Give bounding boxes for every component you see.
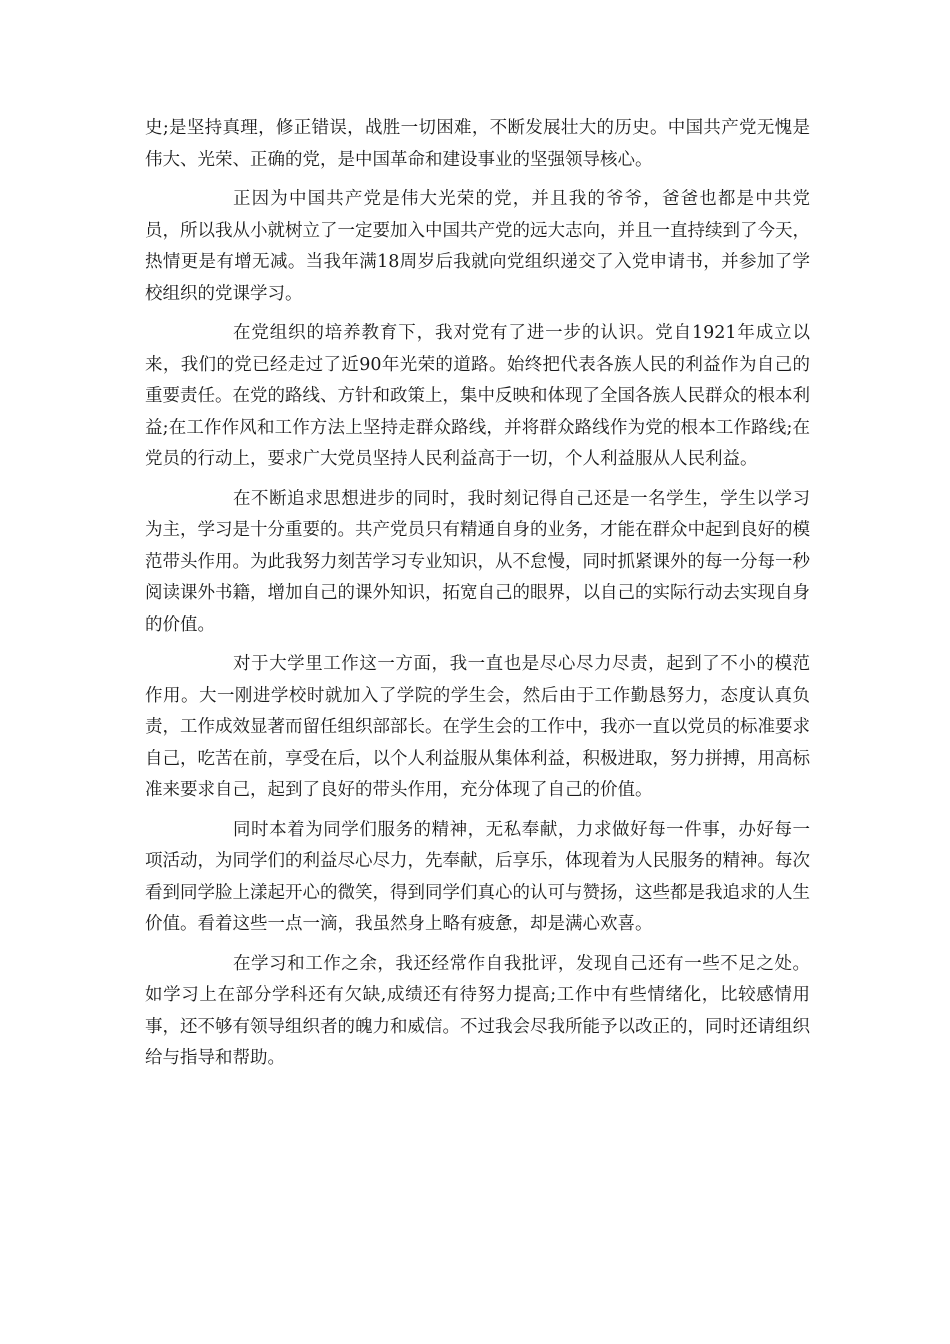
paragraph-family-background: 正因为中国共产党是伟大光荣的党，并且我的爷爷，爸爸也都是中共党员，所以我从小就树立了一定要加入中国共产党的远大志向，并且一直持续到了今天，热情更是有增无减。当我年满18周岁后我就向党组织递交了入党申请书，并参加了学校组织的党课学习。: [145, 189, 810, 304]
paragraph-service: 同时本着为同学们服务的精神，无私奉献，力求做好每一件事，办好每一项活动，为同学们的利益尽心尽力，先奉献，后享乐，体现着为人民服务的精神。每次看到同学脸上漾起开心的微笑，得到同学们真心的认可与赞扬，这些都是我追求的人生价值。看着这些一点一滴，我虽然身上略有疲惫，却是满心欢喜。: [145, 819, 810, 934]
paragraph-study: 在不断追求思想进步的同时，我时刻记得自己还是一名学生，学生以学习为主，学习是十分重要的。共产党员只有精通自身的业务，才能在群众中起到良好的模范带头作用。为此我努力刻苦学习专业知识，从不怠慢，同时抓紧课外的每一分每一秒阅读课外书籍，增加自己的课外知识，拓宽自己的眼界，以自己的实际行动去实现自身的价值。: [145, 488, 810, 635]
paragraph-student-union-work: 对于大学里工作这一方面，我一直也是尽心尽力尽责，起到了不小的模范作用。大一刚进学校时就加入了学院的学生会，然后由于工作勤恳努力，态度认真负责，工作成效显著而留任组织部部长。在学生会的工作中，我亦一直以党员的标准要求自己，吃苦在前，享受在后，以个人利益服从集体利益，积极进取，努力拼搏，用高标准来要求自己，起到了良好的带头作用，充分体现了自己的价值。: [145, 654, 810, 800]
paragraph-party-understanding: 在党组织的培养教育下，我对党有了进一步的认识。党自1921年成立以来，我们的党已经走过了近90年光荣的道路。始终把代表各族人民的利益作为自己的重要责任。在党的路线、方针和政策上，集中反映和体现了全国各族人民群众的根本利益;在工作作风和工作方法上坚持走群众路线，并将群众路线作为党的根本工作路线;在党员的行动上，要求广大党员坚持人民利益高于一切，个人利益服从人民利益。: [145, 323, 810, 469]
paragraph-continuation: 史;是坚持真理，修正错误，战胜一切困难，不断发展壮大的历史。中国共产党无愧是伟大、光荣、正确的党，是中国革命和建设事业的坚强领导核心。: [145, 118, 810, 170]
paragraph-self-criticism: 在学习和工作之余，我还经常作自我批评，发现自己还有一些不足之处。如学习上在部分学科还有欠缺,成绩还有待努力提高;工作中有些情绪化，比较感情用事，还不够有领导组织者的魄力和威信。不过我会尽我所能予以改正的，同时还请组织给与指导和帮助。: [145, 953, 810, 1068]
document-body: [145, 113, 810, 1075]
